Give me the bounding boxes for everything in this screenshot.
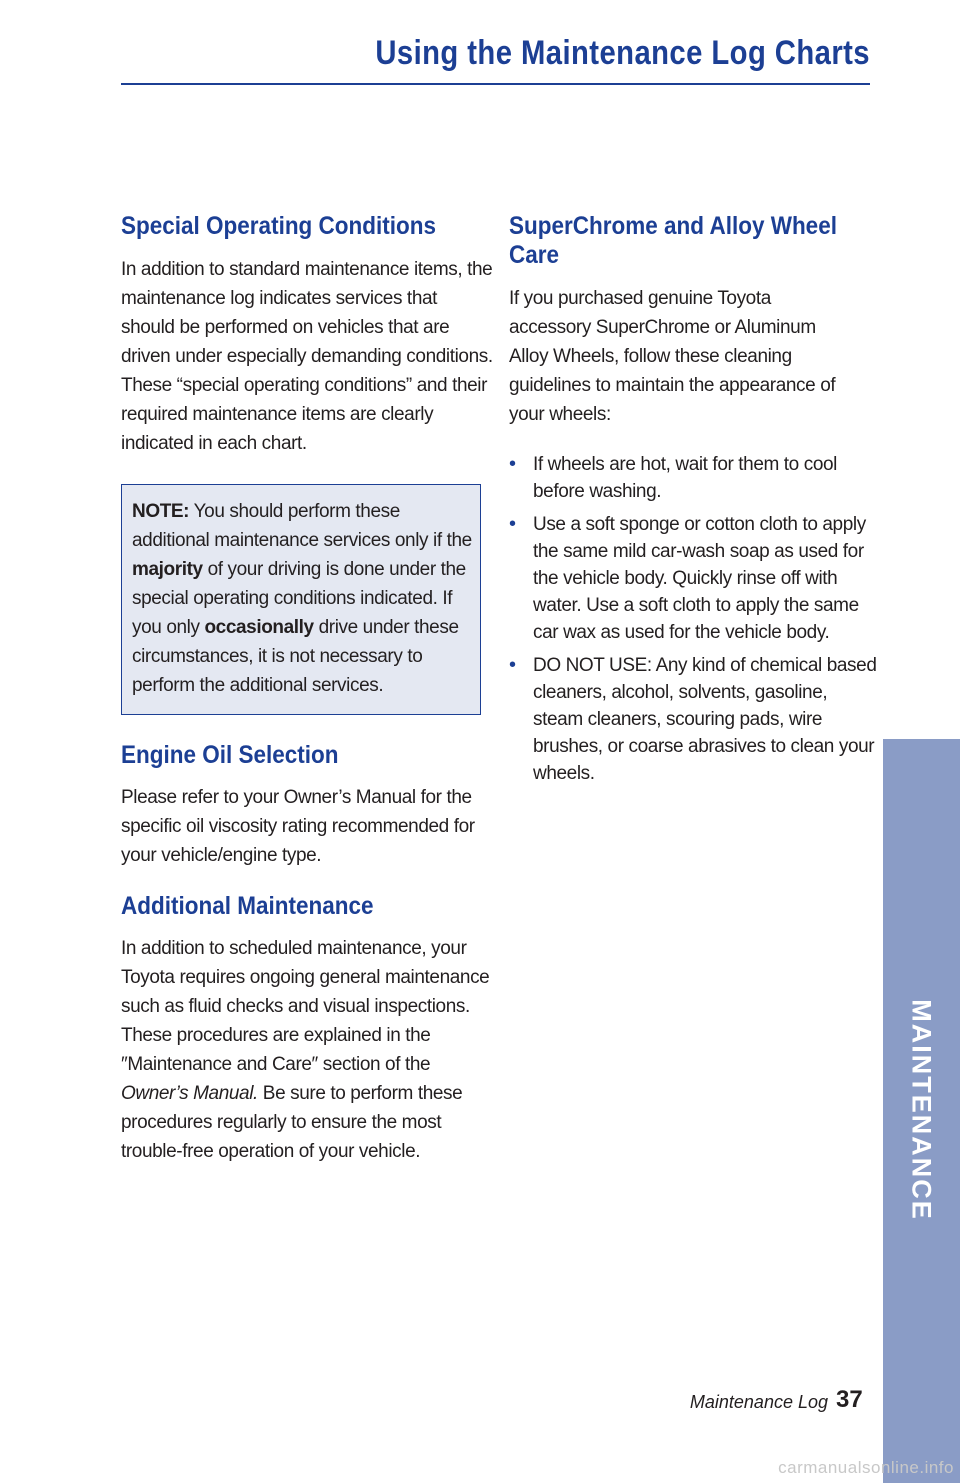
page-title: Using the Maintenance Log Charts xyxy=(375,34,870,72)
bullet-icon: • xyxy=(509,654,516,676)
wheel-care-heading: SuperChrome and Alloy Wheel Care xyxy=(509,212,837,269)
note-box xyxy=(121,484,481,715)
list-item: • DO NOT USE: Any kind of chemical based cleaners, alcohol, solvents, gasoline, steam cleaners, scouring pads, wire brushes, or coarse abrasives to clean your wheels. xyxy=(509,654,877,784)
left-column xyxy=(121,212,493,1166)
wheel-care-section xyxy=(509,212,877,787)
note-bold-majority: majority xyxy=(132,559,203,580)
owners-manual-ref: Owner’s Manual. xyxy=(121,1083,258,1104)
special-operating-section xyxy=(121,212,493,458)
additional-text-1: In addition to scheduled maintenance, your Toyota requires ongoing general maintenance such as fluid checks and visual inspections. These procedures are explained in the ″Maintenance and Care″ section of the xyxy=(121,938,490,1075)
title-divider xyxy=(121,83,870,85)
note-text-2: of your driving is done under the special operating conditions indicated. If you only xyxy=(132,559,466,638)
note-text-1: You should perform these additional maintenance services only if the xyxy=(132,501,472,551)
footer-section-label: Maintenance Log xyxy=(689,1392,828,1412)
list-item: • If wheels are hot, wait for them to cool before washing. xyxy=(509,453,837,502)
side-tab-label: MAINTENANCE xyxy=(906,999,937,1221)
note-label: NOTE: xyxy=(132,501,190,522)
note-bold-occasionally: occasionally xyxy=(204,617,314,638)
watermark: carmanualsonline.info xyxy=(778,1458,954,1477)
wheel-care-body: If you purchased genuine Toyota accessory SuperChrome or Aluminum Alloy Wheels, follow these cleaning guidelines to maintain the appearance of your wheels: xyxy=(509,288,836,425)
additional-maintenance-body xyxy=(121,934,493,1166)
right-column xyxy=(509,212,877,793)
bullet-icon: • xyxy=(509,513,516,535)
note-text-3: drive under these circumstances, it is not necessary to perform the additional services. xyxy=(132,617,459,696)
special-operating-body: In addition to standard maintenance items, the maintenance log indicates services that should be performed on vehicles that are driven under especially demanding conditions. These “special operating conditions” and their required maintenance items are clearly indicated in each chart. xyxy=(121,259,493,454)
engine-oil-section xyxy=(121,741,481,870)
note-text xyxy=(132,497,472,700)
bullet-icon: • xyxy=(509,453,516,475)
wheel-care-list xyxy=(509,451,877,787)
additional-text-2: Be sure to perform these procedures regularly to ensure the most trouble-free operation of your vehicle. xyxy=(121,1083,463,1162)
page-number: 37 xyxy=(836,1386,863,1413)
special-operating-heading: Special Operating Conditions xyxy=(121,212,437,240)
engine-oil-heading: Engine Oil Selection xyxy=(121,741,339,769)
additional-maintenance-section xyxy=(121,892,490,1166)
list-item: • Use a soft sponge or cotton cloth to apply the same mild car-wash soap as used for the vehicle body. Quickly rinse off with water. Use a soft cloth to apply the same car wax as used for the vehicle body. xyxy=(509,513,866,643)
engine-oil-body: Please refer to your Owner’s Manual for the specific oil viscosity rating recommended for your vehicle/engine type. xyxy=(121,787,475,866)
additional-maintenance-heading: Additional Maintenance xyxy=(121,892,374,920)
